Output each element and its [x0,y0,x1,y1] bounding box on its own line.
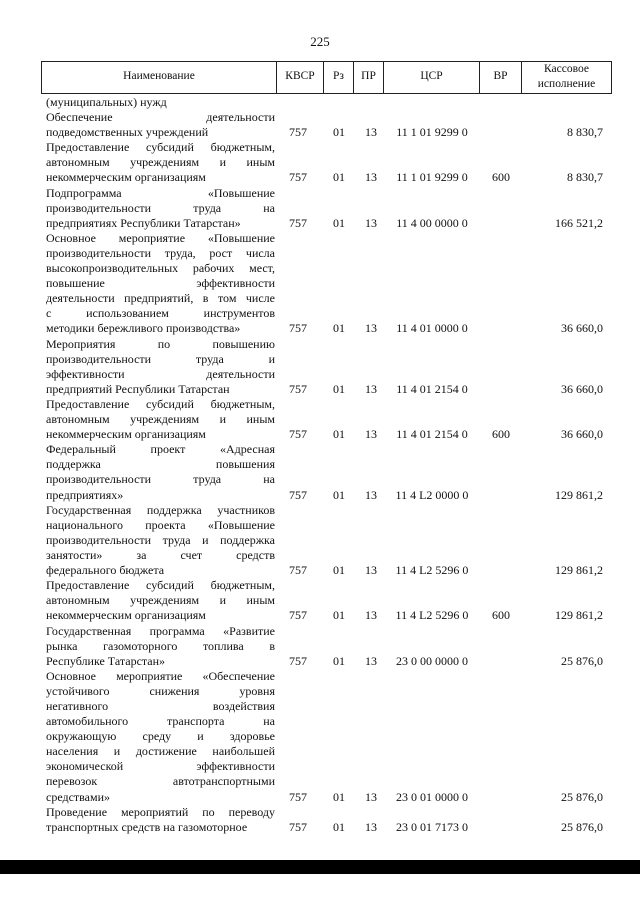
cell-sum: 129 861,2 [555,487,603,502]
row-name-line: федерального бюджета [46,563,165,578]
cell-sum: 8 830,7 [567,170,603,185]
cell-kvsr: 757 [289,170,307,185]
cell-kvsr: 757 [289,563,307,578]
row-name-line: транспортных средств на газомоторное [46,819,248,834]
row-name-line: Основное мероприятие «Обеспечение [46,668,275,683]
cell-csr: 11 4 01 2154 0 [396,381,468,396]
cell-sum: 36 660,0 [561,381,603,396]
cell-pr: 13 [365,608,377,623]
row-name-line: рынка газомоторного топлива в [46,638,275,653]
cell-vr: 600 [492,427,510,442]
row-name-line: производительности труда на [46,472,275,487]
cell-kvsr: 757 [289,381,307,396]
cell-csr: 23 0 01 0000 0 [396,789,468,804]
row-name-line: Подпрограмма «Повышение [46,185,275,200]
cell-csr: 11 4 00 0000 0 [396,215,468,230]
row-name-line: населения и достижение наибольшей [46,744,275,759]
row-name [46,669,275,805]
cell-rz: 01 [333,321,345,336]
cell-sum: 8 830,7 [567,125,603,140]
cell-rz: 01 [333,125,345,140]
row-name-line: с использованием инструментов [46,306,275,321]
row-name-line: эффективности деятельности [46,366,275,381]
cell-kvsr: 757 [289,321,307,336]
cell-kvsr: 757 [289,487,307,502]
cell-sum: 36 660,0 [561,427,603,442]
cell-rz: 01 [333,653,345,668]
cell-kvsr: 757 [289,215,307,230]
cell-pr: 13 [365,321,377,336]
cell-csr: 11 4 01 2154 0 [396,427,468,442]
cell-sum: 129 861,2 [555,563,603,578]
cell-csr: 11 1 01 9299 0 [396,125,468,140]
row-name-line: производительности труда на [46,200,275,215]
cell-pr: 13 [365,487,377,502]
cell-pr: 13 [365,125,377,140]
row-name-line: производительности труда и [46,351,275,366]
page-number: 225 [310,34,330,49]
cell-rz: 01 [333,170,345,185]
row-name-line: Федеральный проект «Адресная [46,442,275,457]
cell-vr: 600 [492,170,510,185]
cell-csr: 11 4 L2 0000 0 [395,487,469,502]
row-name-line: автономным учреждениям и иным [46,155,275,170]
cell-csr: 11 4 01 0000 0 [396,321,468,336]
row-name-line: методики бережливого производства» [46,321,241,336]
row-name-line: автономным учреждениям и иным [46,412,275,427]
cell-pr: 13 [365,427,377,442]
scan-bottom-edge [0,860,640,874]
cell-rz: 01 [333,563,345,578]
row-name [46,95,275,110]
row-name-line: предприятиях» [46,487,124,502]
cell-rz: 01 [333,819,345,834]
cell-kvsr: 757 [289,819,307,834]
cell-rz: 01 [333,427,345,442]
row-name-line: Предоставление субсидий бюджетным, [46,140,275,155]
header-csr: ЦСР [420,70,443,82]
header-vr: ВР [493,70,508,82]
header-kvsr: КВСР [285,70,315,82]
cell-pr: 13 [365,215,377,230]
row-name [46,140,275,185]
row-name-line: некоммерческим организациям [46,427,206,442]
table-top-border [41,61,612,62]
row-name-line: высокопроизводительных рабочих мест, [46,261,275,276]
cell-csr: 11 4 L2 5296 0 [395,563,469,578]
header-sum-line1: Кассовое [544,63,589,75]
row-name-line: устойчивого снижения уровня [46,683,275,698]
cell-kvsr: 757 [289,789,307,804]
row-name-line: (муниципальных) нужд [46,95,167,109]
row-name [46,578,275,623]
row-name-line: занятости» за счет средств [46,547,275,562]
cell-pr: 13 [365,819,377,834]
cell-kvsr: 757 [289,608,307,623]
cell-sum: 36 660,0 [561,321,603,336]
row-name-line: Предоставление субсидий бюджетным, [46,578,275,593]
row-name-line: некоммерческим организациям [46,608,206,623]
cell-sum: 25 876,0 [561,789,603,804]
row-name-line: поддержка повышения [46,457,275,472]
cell-rz: 01 [333,381,345,396]
row-name [46,624,275,669]
row-name-line: Основное мероприятие «Повышение [46,230,275,245]
cell-pr: 13 [365,653,377,668]
row-name-line: Государственная поддержка участников [46,502,275,517]
cell-rz: 01 [333,608,345,623]
row-name-line: окружающую среду и здоровье [46,729,275,744]
cell-sum: 166 521,2 [555,215,603,230]
cell-kvsr: 757 [289,125,307,140]
row-name-line: деятельности предприятий, в том числе [46,291,275,306]
row-name-line: предприятий Республики Татарстан [46,381,230,396]
row-name-line: экономической эффективности [46,759,275,774]
cell-vr: 600 [492,608,510,623]
cell-kvsr: 757 [289,653,307,668]
cell-csr: 23 0 01 7173 0 [396,819,468,834]
row-name [46,397,275,442]
table-header-bottom-border [41,93,612,94]
cell-pr: 13 [365,381,377,396]
cell-csr: 23 0 00 0000 0 [396,653,468,668]
header-rz: Рз [333,70,344,82]
table-right-border [611,61,612,94]
row-name-line: некоммерческим организациям [46,170,206,185]
row-name-line: Обеспечение деятельности [46,110,275,125]
cell-rz: 01 [333,789,345,804]
row-name-line: производительности труда и поддержка [46,532,275,547]
row-name-line: производительности труда, рост числа [46,245,275,260]
cell-rz: 01 [333,487,345,502]
cell-pr: 13 [365,563,377,578]
row-name-line: автомобильного транспорта на [46,714,275,729]
cell-pr: 13 [365,170,377,185]
row-name-line: предприятиях Республики Татарстан» [46,215,241,230]
row-name-line: Проведение мероприятий по переводу [46,804,275,819]
cell-rz: 01 [333,215,345,230]
row-name-line: национального проекта «Повышение [46,517,275,532]
row-name-line: Республике Татарстан» [46,653,166,668]
cell-csr: 11 4 L2 5296 0 [395,608,469,623]
cell-pr: 13 [365,789,377,804]
row-name-line: Мероприятия по повышению [46,336,275,351]
row-name-line: негативного воздействия [46,698,275,713]
row-name [46,337,275,397]
cell-sum: 129 861,2 [555,608,603,623]
row-name-line: Предоставление субсидий бюджетным, [46,397,275,411]
header-sum-line2: исполнение [537,78,596,90]
cell-csr: 11 1 01 9299 0 [396,170,468,185]
row-name-line: перевозок автотранспортными [46,774,275,789]
row-name [46,110,275,140]
row-name-line: подведомственных учреждений [46,125,209,140]
row-name [46,503,275,578]
row-name [46,231,275,337]
row-name [46,805,275,835]
cell-kvsr: 757 [289,427,307,442]
row-name-line: Государственная программа «Развитие [46,623,275,638]
cell-sum: 25 876,0 [561,653,603,668]
row-name-line: средствами» [46,789,111,804]
row-name-line: повышение эффективности [46,276,275,291]
row-name-line: автономным учреждениям и иным [46,593,275,608]
cell-sum: 25 876,0 [561,819,603,834]
header-name: Наименование [123,70,195,82]
header-pr: ПР [361,70,376,82]
row-name [46,442,275,502]
row-name [46,186,275,231]
